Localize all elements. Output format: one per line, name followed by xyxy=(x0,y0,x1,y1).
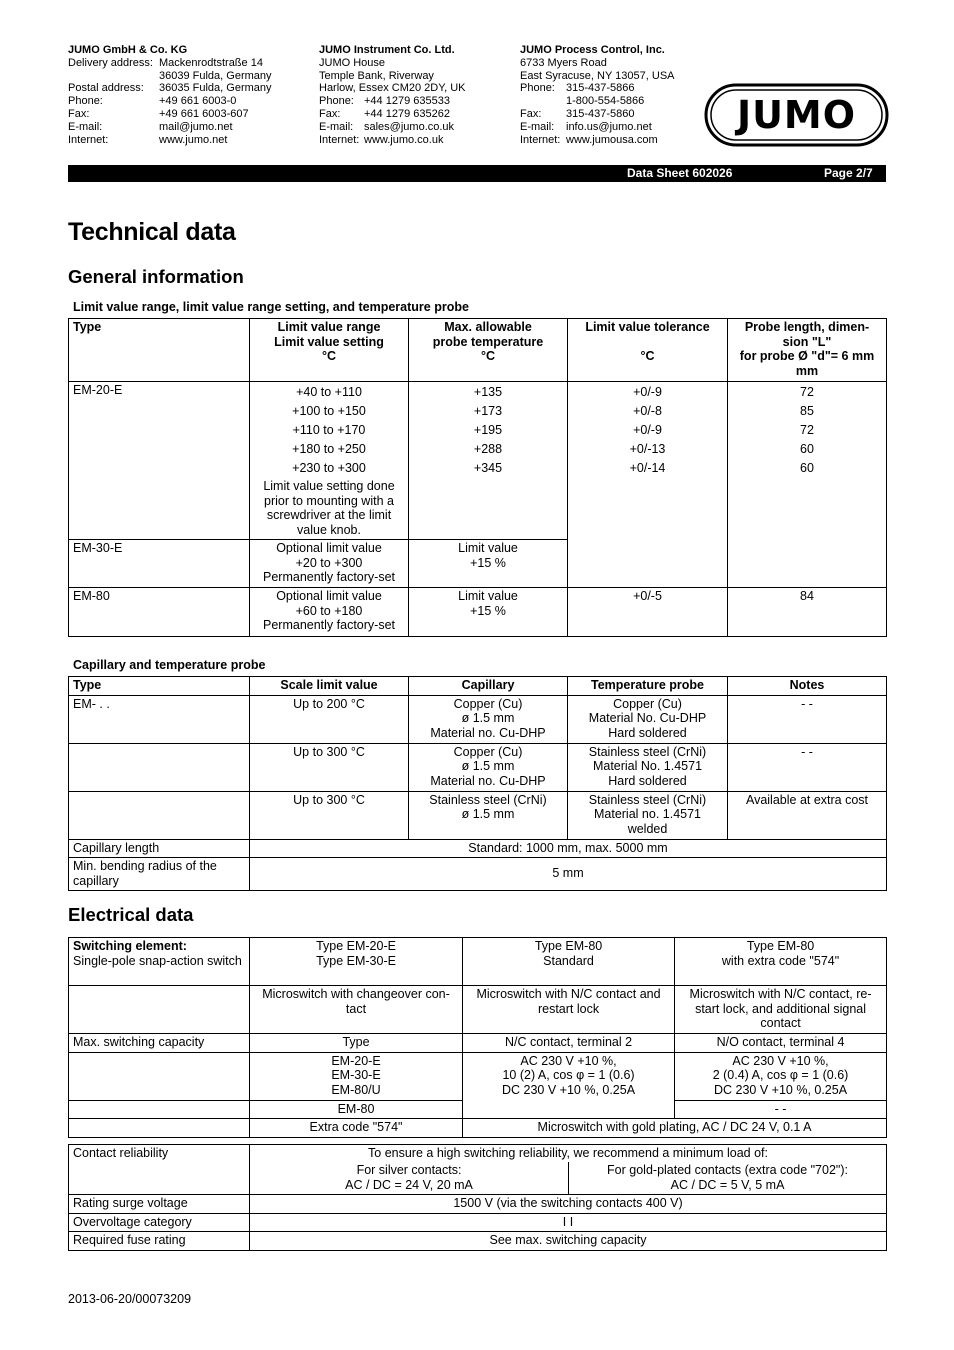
company-contact-line: Phone: 315-437-5866 xyxy=(520,82,635,95)
cap-row-capillary: Copper (Cu) ø 1.5 mm Material no. Cu-DHP xyxy=(409,743,568,791)
company-lines xyxy=(520,82,675,146)
cap-row-scale: Up to 200 °C xyxy=(250,695,409,743)
cap-row-notes: - - xyxy=(728,695,887,743)
page-title: Technical data xyxy=(68,218,236,246)
list-value: +195 xyxy=(473,423,503,437)
list-value: +0/-14 xyxy=(629,461,666,475)
bending-radius-label: Min. bending radius of the capillary xyxy=(69,858,250,891)
capacity-em80: EM-80 xyxy=(250,1100,463,1119)
list-value: +110 to +170 xyxy=(292,423,366,437)
jumo-logo xyxy=(704,83,889,147)
company-contact-line: E-mail: mail@jumo.net xyxy=(68,120,233,133)
em20-maxtemp xyxy=(409,382,568,540)
overvoltage-label: Overvoltage category xyxy=(69,1213,250,1232)
list-value: +135 xyxy=(473,385,503,399)
col-maxtemp: Max. allowable probe temperature °C xyxy=(409,319,568,382)
em30-max: Limit value +15 % xyxy=(409,540,568,588)
capacity-head-nc: N/C contact, terminal 2 xyxy=(463,1034,675,1053)
company-usa xyxy=(520,44,675,146)
em20-length xyxy=(728,382,887,588)
company-contact-line: Internet: www.jumousa.com xyxy=(520,133,658,146)
list-value: 72 xyxy=(800,423,814,437)
cap-row-scale: Up to 300 °C xyxy=(250,791,409,839)
cap-row-capillary: Copper (Cu) ø 1.5 mm Material no. Cu-DHP xyxy=(409,695,568,743)
type-em30: EM-30-E xyxy=(69,540,250,588)
list-value: 72 xyxy=(800,385,814,399)
cap-row-capillary: Stainless steel (CrNi) ø 1.5 mm xyxy=(409,791,568,839)
list-value: +345 xyxy=(473,461,503,475)
company-contact-line: Delivery address: Mackenrodtstraße 14 xyxy=(68,56,263,69)
cap-row-scale: Up to 300 °C xyxy=(250,743,409,791)
footer-date-id: 2013-06-20/00073209 xyxy=(68,1292,192,1306)
list-value: +100 to +150 xyxy=(292,404,366,418)
company-name: JUMO Process Control, Inc. xyxy=(520,44,665,56)
fuse-label: Required fuse rating xyxy=(69,1232,250,1251)
contact-reliability-intro: To ensure a high switching reliability, we recommend a minimum load of: xyxy=(250,1144,887,1162)
em80-tolerance: +0/-5 xyxy=(568,588,728,637)
capacity-head-no: N/O contact, terminal 4 xyxy=(675,1034,887,1053)
list-value: 60 xyxy=(800,442,814,456)
capillary-table xyxy=(68,676,887,891)
microswitch-changeover: Microswitch with changeover con-tact xyxy=(250,986,463,1034)
col-type: Type xyxy=(69,677,250,696)
em20-note: Limit value setting done prior to mounting with a screwdriver at the limit value knob. xyxy=(263,479,395,537)
extra-code-574: Extra code "574" xyxy=(250,1119,463,1138)
company-name: JUMO Instrument Co. Ltd. xyxy=(319,44,455,56)
data-sheet-bar xyxy=(68,165,886,182)
company-plain xyxy=(319,57,466,95)
company-contact-line: Postal address: 36035 Fulda, Germany xyxy=(68,82,272,95)
company-address-line: Harlow, Essex CM20 2DY, UK xyxy=(319,82,466,95)
type-em80-574: Type EM-80 with extra code "574" xyxy=(675,938,887,986)
logo-text: JUMO xyxy=(736,93,857,137)
col-type: Type xyxy=(69,319,250,382)
list-value: +180 to +250 xyxy=(292,442,366,456)
microswitch-nc: Microswitch with N/C contact and restart lock xyxy=(463,986,675,1034)
list-value: +40 to +110 xyxy=(296,385,362,399)
fuse-value: See max. switching capacity xyxy=(250,1232,887,1251)
type-em20-em30: Type EM-20-E Type EM-30-E xyxy=(250,938,463,986)
list-value: +288 xyxy=(473,442,503,456)
company-contact-line: 1-800-554-5866 xyxy=(566,95,645,108)
capillary-length-label: Capillary length xyxy=(69,839,250,858)
company-contact-line: E-mail: info.us@jumo.net xyxy=(520,120,652,133)
cap-row-notes: Available at extra cost xyxy=(728,791,887,839)
switching-element-label: Switching element: Single-pole snap-action switch xyxy=(69,938,250,986)
table2-caption: Capillary and temperature probe xyxy=(73,658,266,672)
col-range: Limit value range Limit value setting °C xyxy=(250,319,409,382)
data-sheet-number: Data Sheet 602026 xyxy=(627,166,733,180)
cap-row-type: EM- . . xyxy=(69,695,250,743)
cap-row-probe: Stainless steel (CrNi) Material No. 1.4571 Hard soldered xyxy=(568,743,728,791)
list-value: +173 xyxy=(473,404,503,418)
cap-row-notes: - - xyxy=(728,743,887,791)
col-tolerance: Limit value tolerance °C xyxy=(568,319,728,382)
em20-tolerance xyxy=(568,382,728,588)
list-value: +0/-9 xyxy=(633,385,662,399)
col-probe-length: Probe length, dimen- sion "L" for probe Ø "d"= 6 mm mm xyxy=(728,319,887,382)
company-lines xyxy=(68,57,272,147)
company-lines xyxy=(319,95,466,146)
reliability-gold: For gold-plated contacts (extra code "702"): AC / DC = 5 V, 5 mA xyxy=(569,1162,887,1195)
company-address-line: East Syracuse, NY 13057, USA xyxy=(520,69,675,82)
type-em80: EM-80 xyxy=(69,588,250,637)
em80-length: 84 xyxy=(728,588,887,637)
list-value: +230 to +300 xyxy=(292,461,366,475)
list-value: +0/-9 xyxy=(633,423,662,437)
list-value: +0/-8 xyxy=(633,404,662,418)
col-capillary: Capillary xyxy=(409,677,568,696)
capacity-no-value: AC 230 V +10 %, 2 (0.4) A, cos φ = 1 (0.6) DC 230 V +10 %, 0.25A xyxy=(675,1052,887,1100)
company-address-line: Temple Bank, Riverway xyxy=(319,69,434,82)
capacity-nc-value: AC 230 V +10 %, 10 (2) A, cos φ = 1 (0.6) DC 230 V +10 %, 0.25A xyxy=(463,1052,675,1119)
company-contact-line: Internet: www.jumo.net xyxy=(68,133,228,146)
extra-code-value: Microswitch with gold plating, AC / DC 24 V, 0.1 A xyxy=(463,1119,887,1138)
em80-max: Limit value +15 % xyxy=(409,588,568,637)
type-em80-standard: Type EM-80 Standard xyxy=(463,938,675,986)
cap-row-type xyxy=(69,791,250,839)
reliability-silver: For silver contacts: AC / DC = 24 V, 20 mA xyxy=(250,1162,569,1195)
type-em20: EM-20-E xyxy=(69,382,250,540)
col-notes: Notes xyxy=(728,677,887,696)
overvoltage-value: I I xyxy=(250,1213,887,1232)
cap-row-probe: Copper (Cu) Material No. Cu-DHP Hard soldered xyxy=(568,695,728,743)
list-value: +0/-13 xyxy=(629,442,666,456)
col-probe: Temperature probe xyxy=(568,677,728,696)
em80-range: Optional limit value +60 to +180 Permanently factory-set xyxy=(250,588,409,637)
bending-radius-value: 5 mm xyxy=(250,858,887,891)
cap-row-type xyxy=(69,743,250,791)
company-uk xyxy=(319,44,466,146)
capacity-em80-no: - - xyxy=(675,1100,887,1119)
section-general: General information xyxy=(68,266,244,287)
surge-voltage-label: Rating surge voltage xyxy=(69,1195,250,1214)
company-contact-line: Internet: www.jumo.co.uk xyxy=(319,133,444,146)
contact-reliability-label: Contact reliability xyxy=(69,1144,250,1195)
company-contact-line: Phone: +44 1279 635533 xyxy=(319,95,450,108)
em30-range: Optional limit value +20 to +300 Permanently factory-set xyxy=(250,540,409,588)
switching-capacity-label: Max. switching capacity xyxy=(69,1034,250,1053)
company-plain xyxy=(520,57,675,83)
col-scale: Scale limit value xyxy=(250,677,409,696)
list-value: 60 xyxy=(800,461,814,475)
page-number: Page 2/7 xyxy=(824,166,873,180)
electrical-table xyxy=(68,937,887,1251)
company-address-line: JUMO House xyxy=(319,56,386,69)
em20-ranges xyxy=(250,382,409,540)
table1-caption: Limit value range, limit value range setting, and temperature probe xyxy=(73,300,469,314)
company-germany xyxy=(68,44,272,146)
section-electrical: Electrical data xyxy=(68,904,194,925)
limit-value-table xyxy=(68,318,887,637)
capillary-length-value: Standard: 1000 mm, max. 5000 mm xyxy=(250,839,887,858)
list-value: 85 xyxy=(800,404,814,418)
company-contact-line: 36039 Fulda, Germany xyxy=(159,69,272,82)
capacity-head-type: Type xyxy=(250,1034,463,1053)
company-contact-line: Fax: 315-437-5860 xyxy=(520,107,635,120)
company-contact-line: Fax: +44 1279 635262 xyxy=(319,107,450,120)
surge-voltage-value: 1500 V (via the switching contacts 400 V) xyxy=(250,1195,887,1214)
capacity-types: EM-20-E EM-30-E EM-80/U xyxy=(250,1052,463,1100)
company-contact-line: Fax: +49 661 6003-607 xyxy=(68,107,249,120)
company-name: JUMO GmbH & Co. KG xyxy=(68,44,188,56)
company-address-line: 6733 Myers Road xyxy=(520,56,607,69)
company-contact-line: E-mail: sales@jumo.co.uk xyxy=(319,120,455,133)
microswitch-nc-signal: Microswitch with N/C contact, re-start lock, and additional signal contact xyxy=(675,986,887,1034)
cap-row-probe: Stainless steel (CrNi) Material no. 1.4571 welded xyxy=(568,791,728,839)
company-contact-line: Phone: +49 661 6003-0 xyxy=(68,95,237,108)
